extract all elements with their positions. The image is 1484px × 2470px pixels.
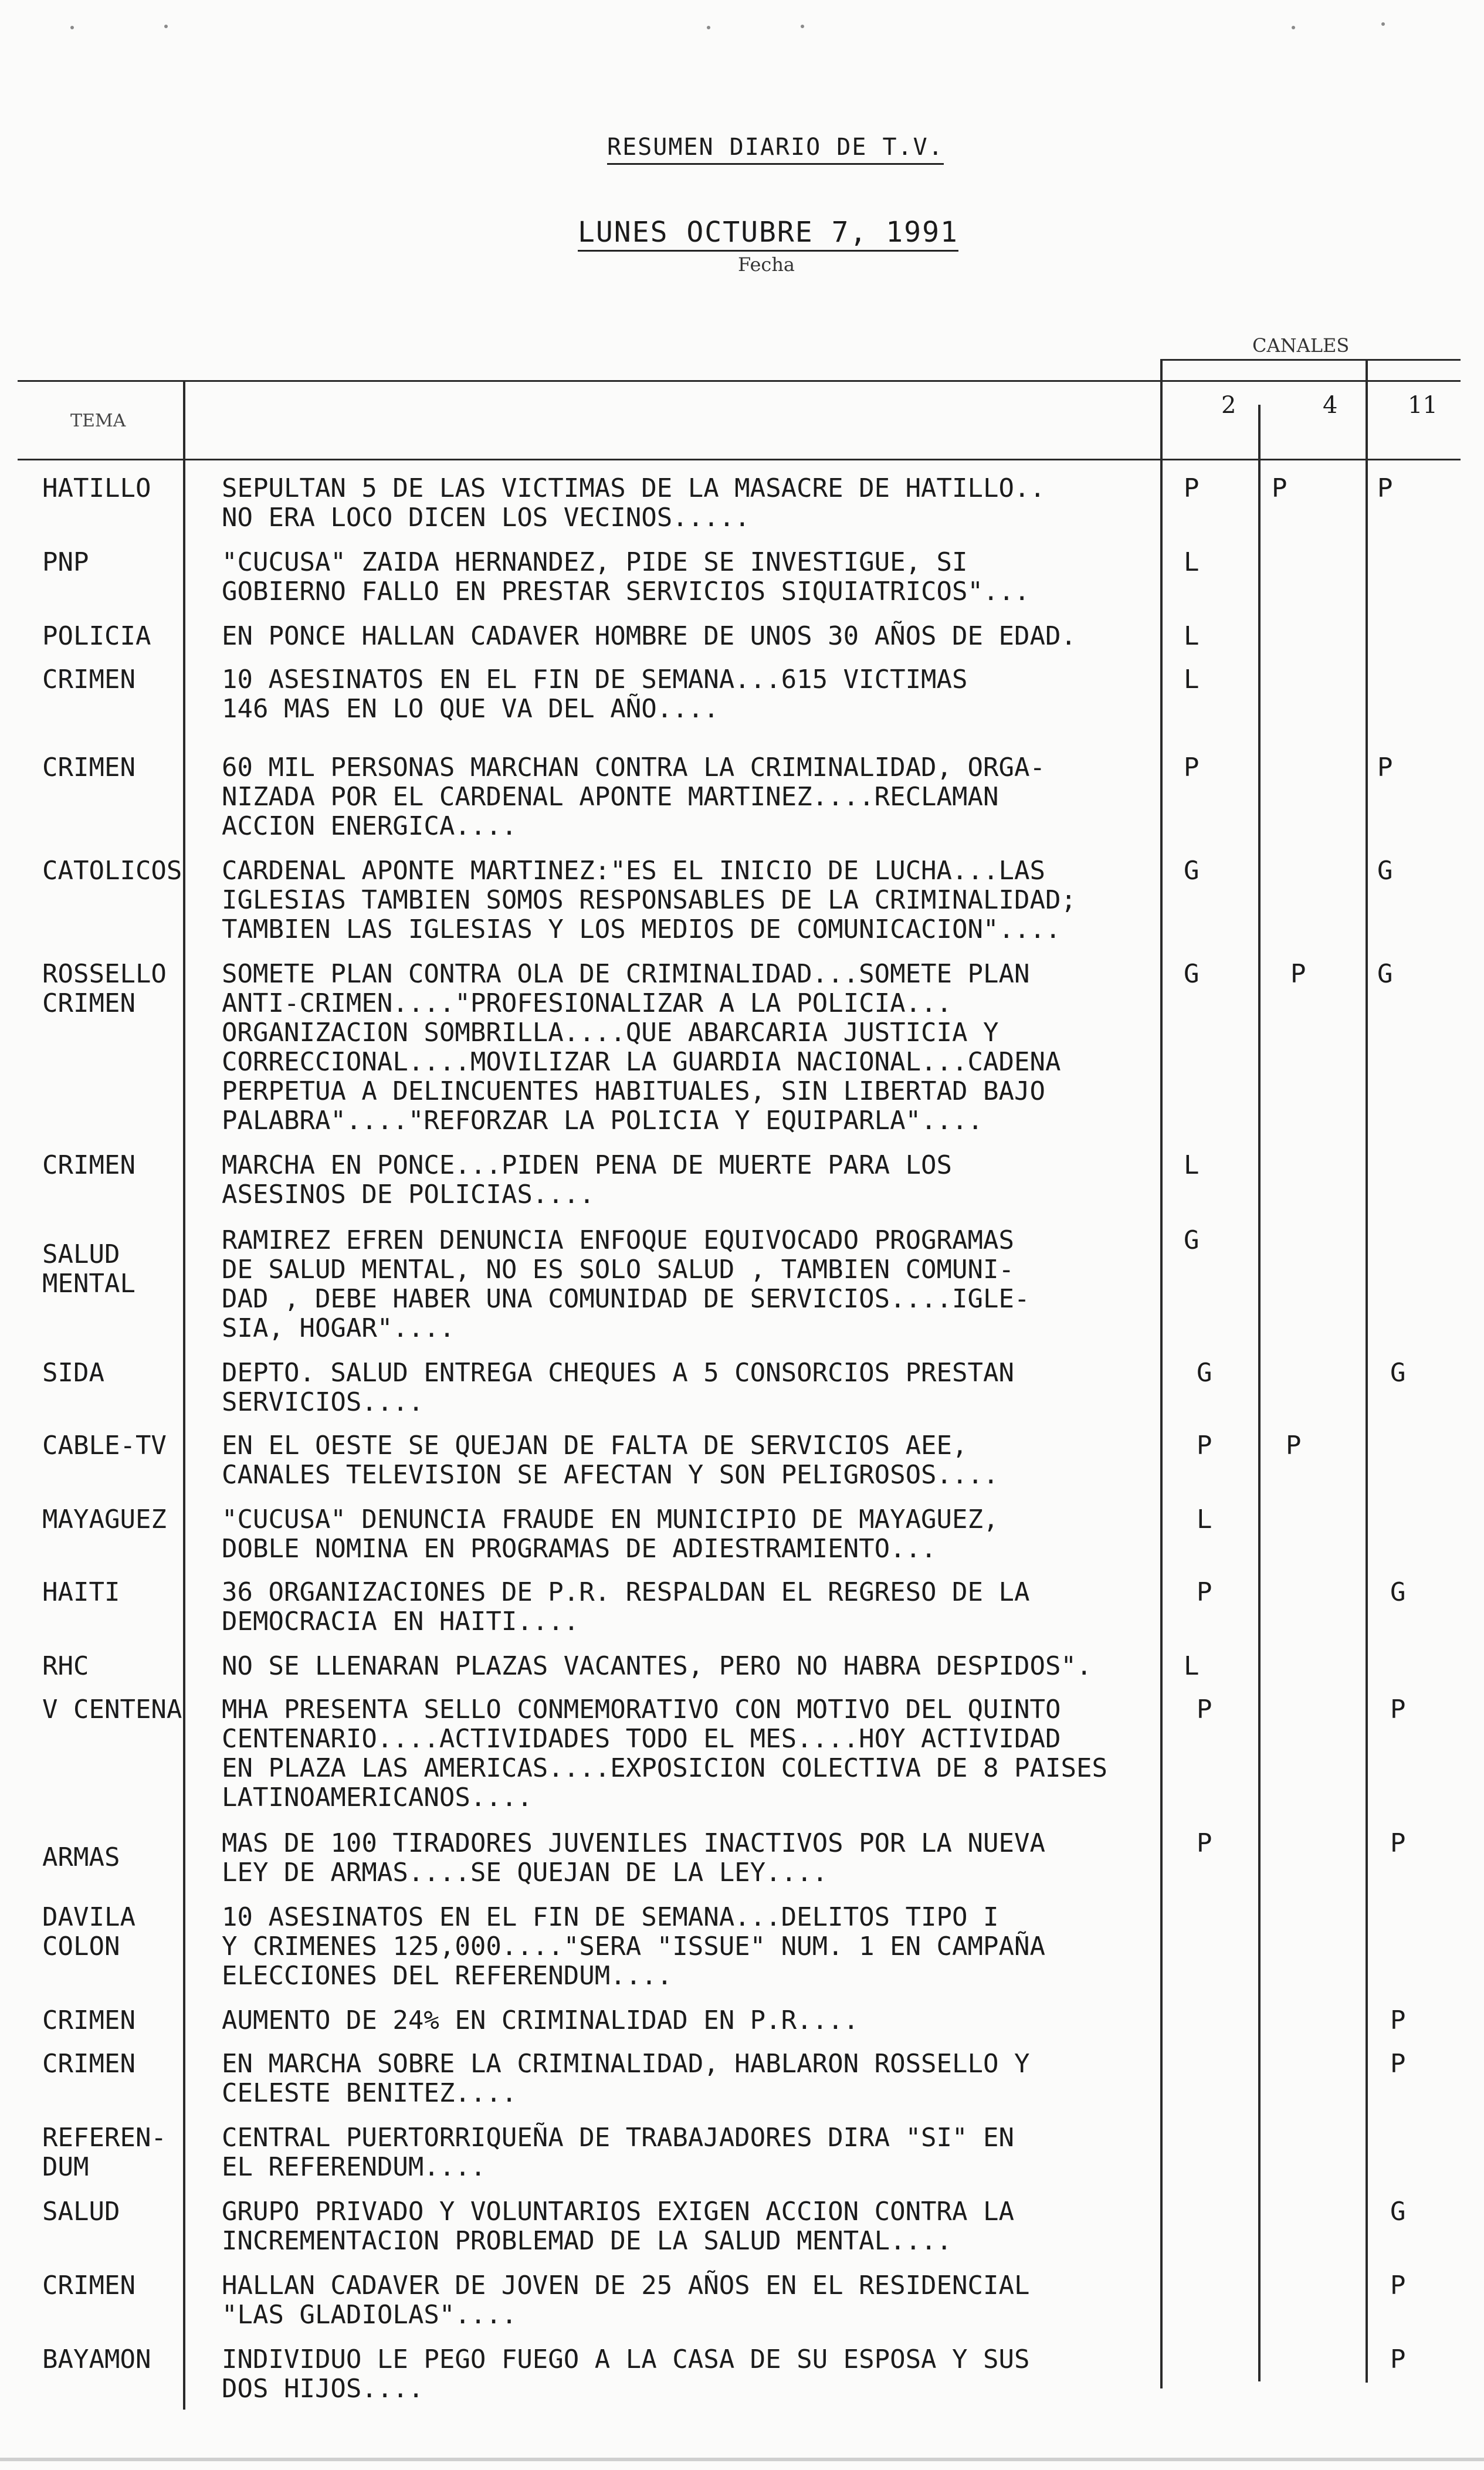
scan-speck [1381,22,1385,26]
channel-2-mark: L [1184,1150,1200,1180]
channel-11-mark: G [1390,2197,1406,2227]
row-topic: SIDA [42,1358,104,1388]
channel-11-mark: G [1377,856,1393,886]
row-summary: CARDENAL APONTE MARTINEZ:"ES EL INICIO DE LUCHA...LAS IGLESIAS TAMBIEN SOMOS RESPONSABLES DE LA CRIMINALIDAD; TAMBIEN LAS IGLESIAS Y LOS MEDIOS DE COMUNICACION".... [222,856,1076,944]
channel-column-divider [1258,405,1261,2381]
channel-2-mark: L [1184,547,1200,577]
row-topic: CRIMEN [42,2271,135,2300]
row-summary: EN PONCE HALLAN CADAVER HOMBRE DE UNOS 30 AÑOS DE EDAD. [222,621,1076,651]
channels-label: CANALES [1252,334,1350,357]
topic-column-header: TEMA [70,411,126,431]
channel-2-mark: G [1184,959,1200,989]
channel-11-mark: P [1390,2271,1406,2300]
row-topic: V CENTENA [42,1695,182,1724]
row-summary: NO SE LLENARAN PLAZAS VACANTES, PERO NO HABRA DESPIDOS". [222,1651,1092,1681]
row-topic: SALUD MENTAL [42,1239,135,1299]
channels-rule [1160,359,1461,361]
channel-2-mark: P [1197,1577,1212,1607]
row-summary: SOMETE PLAN CONTRA OLA DE CRIMINALIDAD...SOMETE PLAN ANTI-CRIMEN...."PROFESIONALIZAR A LA POLICIA... ORGANIZACION SOMBRILLA....QUE ABARCARIA JUSTICIA Y CORRECCIONAL....MOVILIZAR LA GUARDIA NACIONAL...CADENA PERPETUA A DELINCUENTES HABITUALES, SIN LIBERTAD BAJO PALABRA"...."REFORZAR LA POLICIA Y EQUIPARLA".... [222,959,1061,1136]
row-topic: CRIMEN [42,753,135,782]
channel-2-mark: L [1184,1651,1200,1681]
row-topic: DAVILA COLON [42,1902,135,1961]
channel-header-4: 4 [1323,392,1338,419]
row-topic: RHC [42,1651,89,1681]
row-summary: 10 ASESINATOS EN EL FIN DE SEMANA...DELITOS TIPO I Y CRIMENES 125,000...."SERA "ISSUE" NUM. 1 EN CAMPAÑA ELECCIONES DEL REFERENDUM.... [222,1902,1045,1991]
row-topic: PNP [42,547,89,577]
channel-11-mark: G [1390,1358,1406,1388]
row-topic: SALUD [42,2197,120,2227]
channel-11-mark: P [1390,2344,1406,2374]
channel-4-mark: P [1290,959,1306,989]
scan-speck [164,25,168,28]
channel-2-mark: P [1184,753,1200,782]
row-topic: CRIMEN [42,1150,135,1180]
channel-2-mark: P [1197,1828,1212,1858]
row-topic: REFEREN- DUM [42,2123,167,2182]
channel-11-mark: G [1390,1577,1406,1607]
channel-2-mark: G [1197,1358,1212,1388]
row-summary: 10 ASESINATOS EN EL FIN DE SEMANA...615 VICTIMAS 146 MAS EN LO QUE VA DEL AÑO.... [222,665,968,724]
row-summary: RAMIREZ EFREN DENUNCIA ENFOQUE EQUIVOCADO PROGRAMAS DE SALUD MENTAL, NO ES SOLO SALUD , TAMBIEN COMUNI- DAD , DEBE HABER UNA COMUNIDAD DE SERVICIOS....IGLE- SIA, HOGAR".... [222,1225,1030,1343]
channel-11-mark: G [1377,959,1393,989]
scan-speck [1292,26,1295,29]
channel-11-mark: P [1390,2049,1406,2079]
row-topic: ROSSELLO CRIMEN [42,959,167,1018]
row-summary: 60 MIL PERSONAS MARCHAN CONTRA LA CRIMINALIDAD, ORGA- NIZADA POR EL CARDENAL APONTE MARTINEZ....RECLAMAN ACCION ENERGICA.... [222,753,1045,841]
row-topic: CRIMEN [42,665,135,694]
channel-11-mark: P [1390,1695,1406,1724]
row-topic: ARMAS [42,1842,120,1872]
channel-4-mark: P [1286,1431,1302,1461]
channel-column-divider [1366,359,1368,2383]
report-date: LUNES OCTUBRE 7, 1991 [578,216,958,252]
row-summary: "CUCUSA" ZAIDA HERNANDEZ, PIDE SE INVESTIGUE, SI GOBIERNO FALLO EN PRESTAR SERVICIOS SIQUIATRICOS"... [222,547,1030,607]
row-topic: POLICIA [42,621,151,651]
channel-2-mark: L [1184,665,1200,694]
page-bottom-edge [0,2458,1484,2461]
channel-11-mark: P [1390,2005,1406,2035]
table-header-rule [18,459,1461,460]
channel-header-2: 2 [1221,392,1236,419]
row-summary: EN MARCHA SOBRE LA CRIMINALIDAD, HABLARON ROSSELLO Y CELESTE BENITEZ.... [222,2049,1030,2108]
channel-2-mark: P [1197,1431,1212,1461]
channel-4-mark: P [1272,473,1288,503]
channel-2-mark: G [1184,856,1200,886]
channel-header-11: 11 [1408,392,1438,419]
row-summary: MHA PRESENTA SELLO CONMEMORATIVO CON MOTIVO DEL QUINTO CENTENARIO....ACTIVIDADES TODO EL MES....HOY ACTIVIDAD EN PLAZA LAS AMERICAS....EXPOSICION COLECTIVA DE 8 PAISES LATINOAMERICANOS.... [222,1695,1107,1812]
page-title: RESUMEN DIARIO DE T.V. [607,134,944,165]
channel-2-mark: L [1184,621,1200,651]
row-topic: CRIMEN [42,2005,135,2035]
row-summary: MARCHA EN PONCE...PIDEN PENA DE MUERTE PARA LOS ASESINOS DE POLICIAS.... [222,1150,953,1209]
row-topic: HAITI [42,1577,120,1607]
row-topic: MAYAGUEZ [42,1505,167,1534]
row-summary: INDIVIDUO LE PEGO FUEGO A LA CASA DE SU ESPOSA Y SUS DOS HIJOS.... [222,2344,1030,2404]
row-summary: GRUPO PRIVADO Y VOLUNTARIOS EXIGEN ACCION CONTRA LA INCREMENTACION PROBLEMAD DE LA SALUD MENTAL.... [222,2197,1015,2256]
channel-11-mark: P [1377,753,1393,782]
scan-speck [70,26,74,29]
row-topic: CABLE-TV [42,1431,167,1461]
channel-11-mark: P [1390,1828,1406,1858]
scan-speck [707,26,710,29]
row-summary: AUMENTO DE 24% EN CRIMINALIDAD EN P.R.... [222,2005,859,2035]
row-topic: CATOLICOS [42,856,182,886]
date-caption: Fecha [738,253,795,276]
row-topic: BAYAMON [42,2344,151,2374]
row-summary: SEPULTAN 5 DE LAS VICTIMAS DE LA MASACRE DE HATILLO.. NO ERA LOCO DICEN LOS VECINOS..... [222,473,1045,533]
row-topic: HATILLO [42,473,151,503]
channel-2-mark: P [1184,473,1200,503]
channel-2-mark: P [1197,1695,1212,1724]
channel-2-mark: L [1197,1505,1212,1534]
channel-11-mark: P [1377,473,1393,503]
channel-2-mark: G [1184,1225,1200,1255]
table-top-rule [18,380,1461,382]
row-summary: EN EL OESTE SE QUEJAN DE FALTA DE SERVICIOS AEE, CANALES TELEVISION SE AFECTAN Y SON PELIGROSOS.... [222,1431,999,1490]
row-topic: CRIMEN [42,2049,135,2079]
row-summary: HALLAN CADAVER DE JOVEN DE 25 AÑOS EN EL RESIDENCIAL "LAS GLADIOLAS".... [222,2271,1030,2330]
row-summary: CENTRAL PUERTORRIQUEÑA DE TRABAJADORES DIRA "SI" EN EL REFERENDUM.... [222,2123,1015,2182]
row-summary: "CUCUSA" DENUNCIA FRAUDE EN MUNICIPIO DE MAYAGUEZ, DOBLE NOMINA EN PROGRAMAS DE ADIESTRAMIENTO... [222,1505,999,1564]
row-summary: MAS DE 100 TIRADORES JUVENILES INACTIVOS POR LA NUEVA LEY DE ARMAS....SE QUEJAN DE LA LEY.... [222,1828,1045,1888]
scan-speck [801,25,804,28]
row-summary: DEPTO. SALUD ENTREGA CHEQUES A 5 CONSORCIOS PRESTAN SERVICIOS.... [222,1358,1015,1417]
row-summary: 36 ORGANIZACIONES DE P.R. RESPALDAN EL REGRESO DE LA DEMOCRACIA EN HAITI.... [222,1577,1030,1636]
